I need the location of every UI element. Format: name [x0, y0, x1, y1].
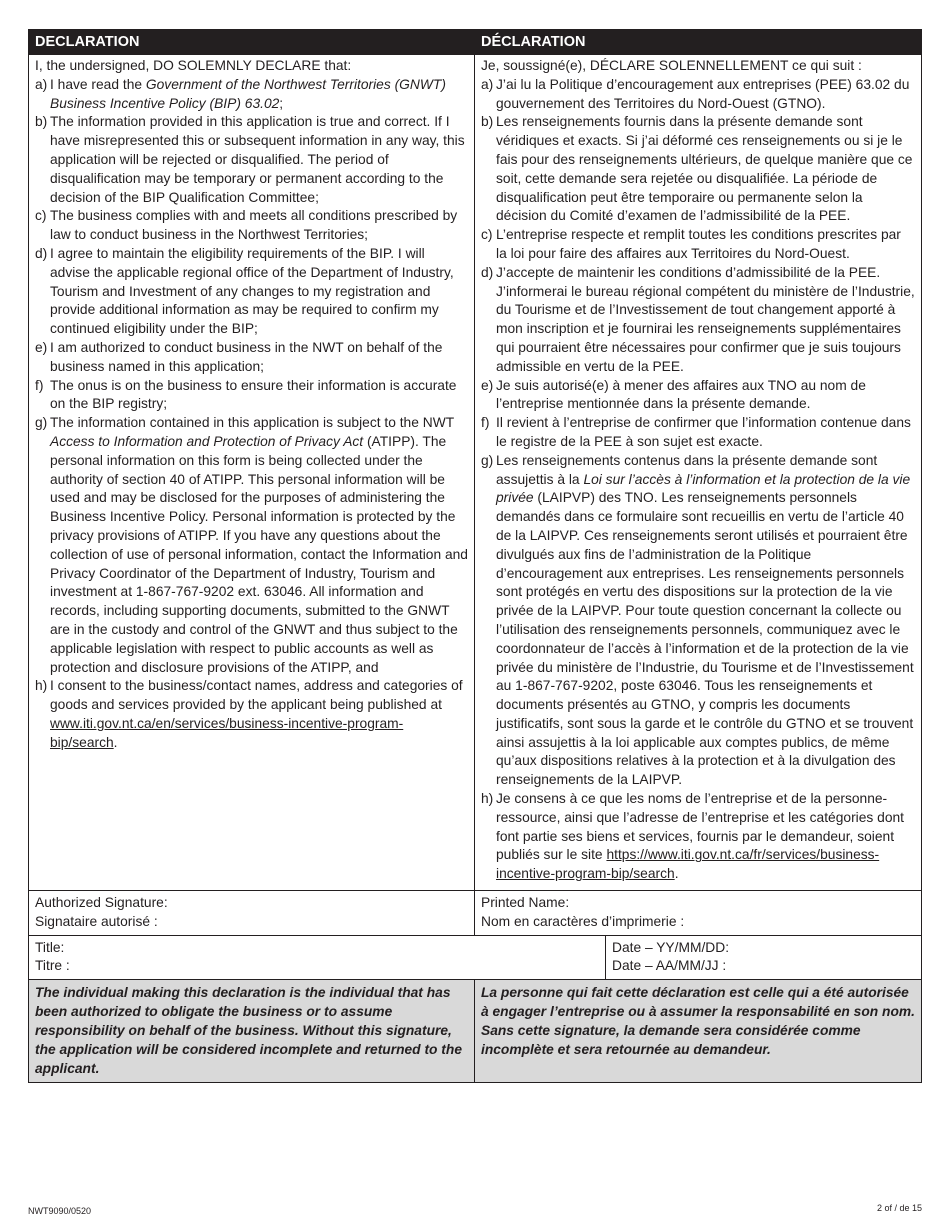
bip-search-link-en[interactable]: www.iti.gov.nt.ca/en/services/business-incentive-program-bip/search: [50, 715, 404, 750]
date-label: Date – YY/MM/DD:: [612, 939, 730, 955]
list-item: h) I consent to the business/contact names, address and categories of goods and services provided by the applicant being published at www.iti.gov.nt.ca/en/services/business-incentive-program-bip/search.: [35, 678, 463, 750]
list-item: g) Les renseignements contenus dans la présente demande sont assujettis à la Loi sur l’accès à l’information et la protection de la vie privée (LAIPVP) des TNO. Les renseignements personnels demandés dans ce formulaire sont recueillis en vertu de l’article 40 de la LAIPVP. Ces renseignements seront utilisés et pourraient être divulgués aux fins de l’administration de la Politique d’encouragement aux entreprises. Les renseignements personnels sont protégés en vertu des dispositions sur la protection de la vie privée de la LAIPVP. Pour toute question concernant la collecte ou l’utilisation des renseignements personnels, communiquez avec le coordonnateur de l’accès à l’information et de la protection de la vie privée du ministère de l’Industrie, du Tourisme et de l’Investissement au 1-867-767-9202, poste 63046. Tous les renseignements et documents présentés au GTNO, y compris les documents justificatifs, sont sous la garde et le contrôle du GTNO et se trouvent ainsi assujettis à la loi applicable aux comptes publics, de même qu’aux dispositions relatives à la protection et à la divulgation des renseignements de la LAIPVP.: [481, 452, 914, 788]
declaration-body-fr: [475, 55, 922, 891]
list-item: d) I agree to maintain the eligibility requirements of the BIP. I will advise the applicable regional office of the Department of Industry, Tourism and Investment of any changes to my registration and provide additional information as may be required to confirm my continued eligibility under the BIP;: [35, 245, 454, 337]
printed-name-field[interactable]: [475, 891, 922, 936]
declaration-body-en: [29, 55, 475, 891]
signature-label-fr: Signataire autorisé :: [35, 913, 158, 929]
list-item: h) Je consens à ce que les noms de l’entreprise et de la personne-ressource, ainsi que l’adresse de l’entreprise et les catégories dont font partie ses biens et services, fournis par le demandeur, soient publiés sur le site https://www.iti.gov.nt.ca/fr/services/business-incentive-program-bip/search.: [481, 791, 904, 882]
list-item: a) J’ai lu la Politique d’encouragement aux entreprises (PEE) 63.02 du gouvernement des Territoires du Nord-Ouest (GTNO).: [481, 76, 910, 111]
signature-field[interactable]: [29, 891, 475, 936]
form-id: NWT9090/0520: [28, 1206, 92, 1216]
list-item: c) L’entreprise respecte et remplit toutes les conditions prescrites par la loi pour faire des affaires aux Territoires du Nord-Ouest.: [481, 227, 901, 261]
bip-search-link-fr[interactable]: https://www.iti.gov.nt.ca/fr/services/business-incentive-program-bip/search: [496, 847, 880, 882]
declaration-list-en: [35, 76, 468, 753]
title-label-fr: Titre :: [35, 958, 70, 974]
signature-notice-en: The individual making this declaration is the individual that has been authorized to obligate the business or to assume responsibility on behalf of the business. Without this signature, the application will be considered incomplete and returned to the applicant.: [29, 980, 475, 1083]
list-item: e) Je suis autorisé(e) à mener des affaires aux TNO au nom de l’entreprise mentionnée dans la présente demande.: [481, 377, 866, 412]
list-item: d) J’accepte de maintenir les conditions d’admissibilité de la PEE. J’informerai le bureau régional compétent du ministère de l’Industrie, du Tourisme et de l’Investissement de tout changement apporté à mon inscription et je fournirai les renseignements supplémentaires qui pourraient être nécessaires pour confirmer que je suis toujours admissible en vertu de la PEE.: [481, 264, 915, 374]
declaration-intro-fr: Je, soussigné(e), DÉCLARE SOLENNELLEMENT ce qui suit :: [481, 58, 862, 73]
list-item: f) The onus is on the business to ensure their information is accurate on the BIP registry;: [35, 377, 457, 412]
signature-notice-fr: La personne qui fait cette déclaration est celle qui a été autorisée à engager l’entreprise ou à assumer la responsabilité en son nom. Sans cette signature, la demande sera considérée comme incomplète et sera retournée au demandeur.: [475, 980, 922, 1083]
list-item: b) Les renseignements fournis dans la présente demande sont véridiques et exacts. Si j’ai déformé ces renseignements ou si je le fais pour des renseignements ultérieurs, de quelque manière que ce soit, cette demande sera rejetée ou disqualifiée. La période de disqualification peut être temporaire ou permanente selon la décision du Comité d’examen de l’admissibilité de la PEE.: [481, 114, 913, 224]
printed-name-label-fr: Nom en caractères d’imprimerie :: [481, 913, 685, 929]
title-label: Title:: [35, 939, 65, 955]
page-number: 2 of / de 15: [876, 1203, 922, 1213]
printed-name-label: Printed Name:: [481, 895, 570, 911]
title-field[interactable]: [29, 935, 606, 980]
signature-label: Authorized Signature:: [35, 895, 168, 911]
declaration-form: [28, 29, 922, 1083]
declaration-intro-en: I, the undersigned, DO SOLEMNLY DECLARE that:: [35, 58, 352, 73]
declaration-list-fr: [481, 76, 915, 884]
list-item: c) The business complies with and meets all conditions prescribed by law to conduct business in the Northwest Territories;: [35, 208, 458, 243]
date-label-fr: Date – AA/MM/JJ :: [612, 958, 727, 974]
declaration-header-fr: DÉCLARATION: [475, 30, 922, 55]
list-item: b) The information provided in this application is true and correct. If I have misrepresented this or subsequent information in any way, this application will be rejected or disqualified. The period of disqualification may be temporary or permanent according to the decision of the BIP Qualification Committee;: [35, 114, 465, 205]
list-item: e) I am authorized to conduct business in the NWT on behalf of the business named in this application;: [35, 339, 443, 374]
list-item: g) The information contained in this application is subject to the NWT Access to Information and Protection of Privacy Act (ATIPP). The personal information on this form is being collected under the authority of section 40 of ATIPP. This personal information will be used and may be disclosed for the purposes of administering the Business Incentive Policy. Personal information is protected by the privacy provisions of ATIPP. If you have any questions about the collection of use of personal information, contact the Information and Privacy Coordinator of the Department of Industry, Tourism and investment at 1-867-767-9202 ext. 63046. All information and records, including supporting documents, submitted to the GNWT are in the custody and control of the GNWT and thus subject to the applicable legislation with respect to public accounts as well as protection and disclosure provisions of the ATIPP, and: [35, 415, 468, 675]
list-item: f) Il revient à l’entreprise de confirmer que l’information contenue dans le registre de la PEE à son sujet est exacte.: [481, 415, 911, 449]
declaration-header-en: DECLARATION: [29, 30, 475, 55]
date-field[interactable]: [606, 935, 922, 980]
list-item: a) I have read the Government of the Northwest Territories (GNWT) Business Incentive Policy (BIP) 63.02;: [35, 76, 446, 111]
